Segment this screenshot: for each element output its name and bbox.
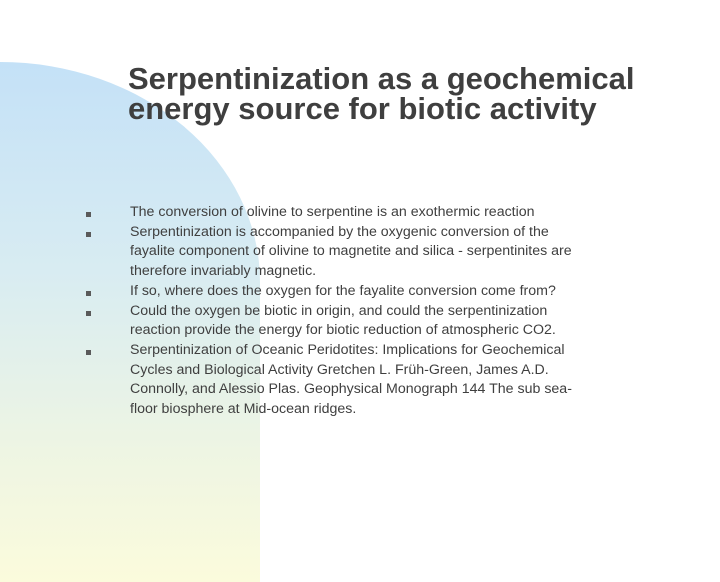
square-bullet-icon	[86, 232, 91, 237]
square-bullet-icon	[86, 291, 91, 296]
bullet-text: Serpentinization of Oceanic Peridotites: Implications for Geochemical Cycles and Biological Activity Gretchen L. Früh-Green, James A.D. Connolly, and Alessio Plas. Geophysical Monograph 144 The sub sea-floor biosphere at Mid-ocean ridges.	[130, 341, 572, 418]
bullet-item	[85, 341, 575, 420]
slide-title: Serpentinization as a geochemical energy source for biotic activity	[128, 61, 635, 126]
bullet-text: Serpentinization is accompanied by the oxygenic conversion of the fayalite component of olivine to magnetite and silica - serpentinites are therefore invariably magnetic.	[130, 223, 572, 280]
square-bullet-icon	[86, 311, 91, 316]
bullet-list	[85, 203, 575, 420]
square-bullet-icon	[86, 350, 91, 355]
square-bullet-icon	[86, 212, 91, 217]
bullet-item	[85, 223, 575, 282]
bullet-text: The conversion of olivine to serpentine is an exothermic reaction	[130, 204, 535, 220]
bullet-item	[85, 302, 575, 341]
bullet-text: Could the oxygen be biotic in origin, and could the serpentinization reaction provide the energy for biotic reduction of atmospheric CO2.	[130, 302, 556, 339]
bullet-text: If so, where does the oxygen for the fayalite conversion come from?	[130, 282, 556, 299]
bullet-item	[85, 203, 575, 223]
bullet-item	[85, 282, 575, 302]
